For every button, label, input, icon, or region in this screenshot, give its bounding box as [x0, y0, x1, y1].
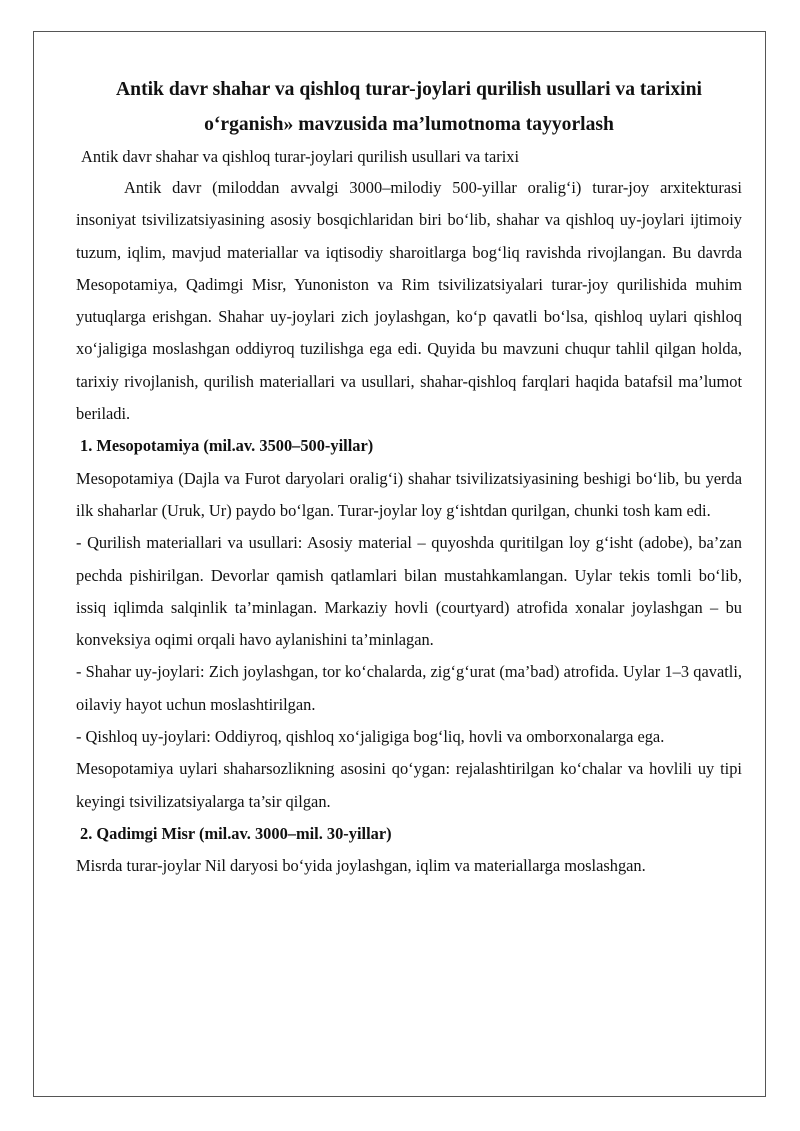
section-heading-mesopotamia: 1. Mesopotamiya (mil.av. 3500–500-yillar)	[80, 436, 374, 456]
document-subtitle: Antik davr shahar va qishloq turar-joylari qurilish usullari va tarixi	[81, 147, 520, 166]
paragraph-egypt-overview: Misrda turar-joylar Nil daryosi bo‘yida joylashgan, iqlim va materiallarga moslashgan.	[76, 856, 646, 876]
paragraph-mesopotamia-legacy: Mesopotamiya uylari shaharsozlikning asosini qo‘ygan: rejalashtirilgan ko‘chalar va hovlili uy tipi keyingi tsivilizatsiyalarga ta’sir qilgan.	[76, 759, 742, 811]
paragraph-mesopotamia-overview: Mesopotamiya (Dajla va Furot daryolari oralig‘i) shahar tsivilizatsiyasining beshigi bo‘lib, bu yerda ilk shaharlar (Uruk, Ur) paydo bo‘lgan. Turar-joylar loy g‘ishtdan qurilgan, chunki tosh kam edi.	[76, 468, 742, 520]
document-title: Antik davr shahar va qishloq turar-joylari qurilish usullari va tarixini o‘rganish» mavzusida ma’lumotnoma tayyorlash	[116, 79, 702, 135]
document-body	[76, 72, 742, 883]
paragraph-mesopotamia-urban: - Shahar uy-joylari: Zich joylashgan, tor ko‘chalarda, zig‘g‘urat (ma’bad) atrofida. Uylar 1–3 qavatli, oilaviy hayot uchun moslashtirilgan.	[76, 662, 742, 714]
paragraph-mesopotamia-materials: - Qurilish materiallari va usullari: Asosiy material – quyoshda quritilgan loy g‘isht (adobe), ba’zan pechda pishirilgan. Devorlar qamish qatlamlari bilan mustahkamlangan. Uylar tekis tomli bo‘lib, issiq iqlimda salqinlik ta’minlagan. Markaziy hovli (courtyard) atrofida xonalar joylashgan – bu konveksiya oqimi orqali havo aylanishini ta’minlagan.	[76, 533, 742, 650]
intro-paragraph: Antik davr (miloddan avvalgi 3000–milodiy 500-yillar oralig‘i) turar-joy arxitekturasi insoniyat tsivilizatsiyasining asosiy bosqichlaridan biri bo‘lib, shahar va qishloq uy-joylari ijtimoiy tuzum, iqlim, mavjud materiallar va iqtisodiy sharoitlarga bog‘liq ravishda rivojlangan. Bu davrda Mesopotamiya, Qadimgi Misr, Yunoniston va Rim tsivilizatsiyalari turar-joy qurilishida muhim yutuqlarga erishgan. Shahar uy-joylari zich joylashgan, ko‘p qavatli bo‘lsa, qishloq uylari qishloq xo‘jaligiga moslashgan oddiyroq tuzilishga ega edi. Quyida bu mavzuni chuqur tahlil qilgan holda, tarixiy rivojlanish, qurilish materiallari va usullari, shahar-qishloq farqlari haqida batafsil ma’lumot beriladi.	[76, 178, 742, 424]
section-heading-egypt: 2. Qadimgi Misr (mil.av. 3000–mil. 30-yillar)	[80, 823, 392, 843]
paragraph-mesopotamia-rural: - Qishloq uy-joylari: Oddiyroq, qishloq xo‘jaligiga bog‘liq, hovli va omborxonalarga ega.	[76, 727, 665, 747]
